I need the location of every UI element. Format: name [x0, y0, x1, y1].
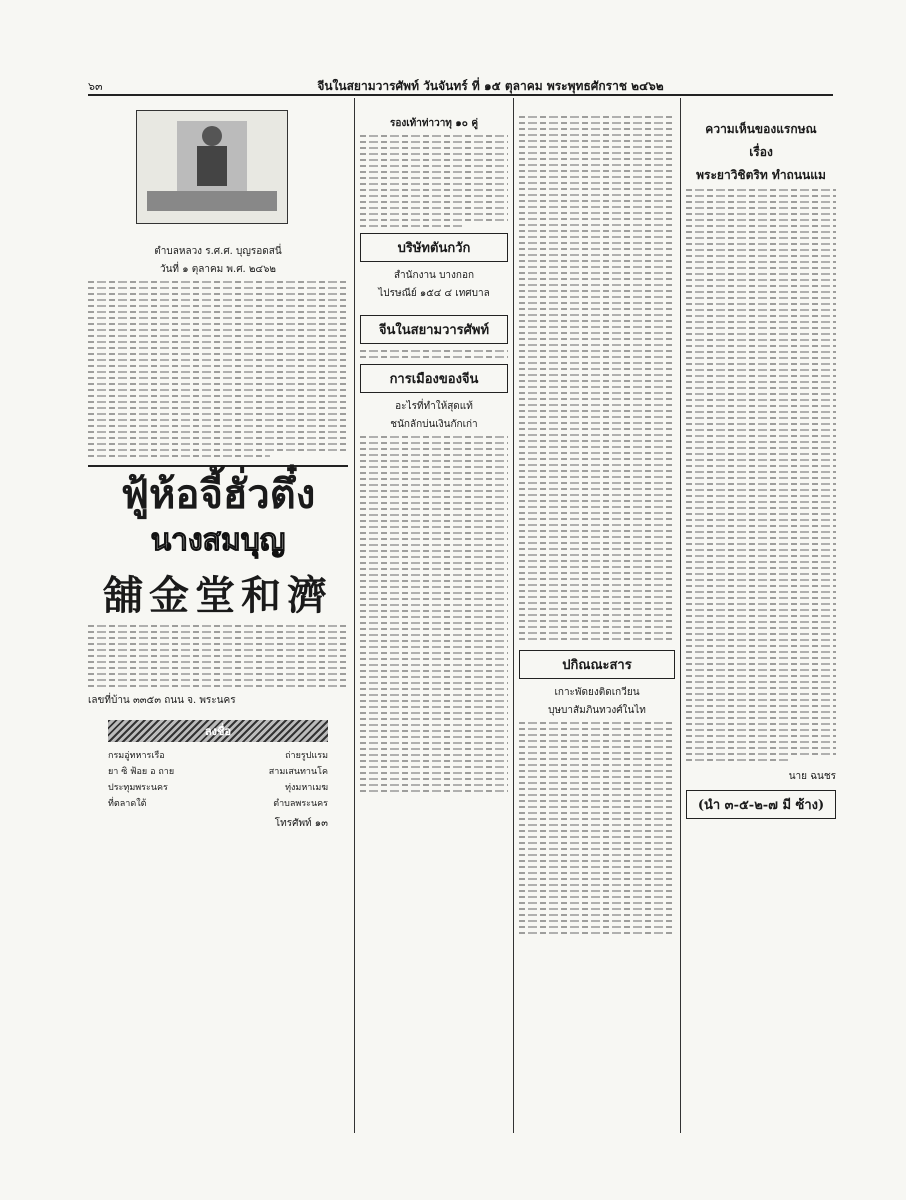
ad-title: ฟู้ห้อจี้ฮั่วตึ๋ง [120, 471, 316, 518]
list-item: กรมอู่ทหารเรือ ถ่ายรูปแรม [108, 751, 328, 761]
company-address: สำนักงาน บางกอก [393, 270, 475, 281]
page-header [88, 78, 833, 96]
page-number: ๖๓ [88, 80, 103, 93]
story-subtitle: บุษบาสัมภินทวงศ์ในไท [548, 705, 646, 716]
politics-subheading-2: ชนักลักบ่นเงินกักเก่า [390, 419, 478, 430]
company-box: บริษัทตันกวัก [360, 233, 508, 262]
ad-footer: เลขที่บ้าน ๓๓๕๓ ถนน จ. พระนคร [88, 695, 236, 706]
masthead-line: จีนในสยามวารศัพท์ วันจันทร์ ที่ ๑๕ ตุลาคม พระพุทธศักราช ๒๔๖๒ [317, 78, 664, 93]
list-item: ยา ซิ ฟ้อย อ ถาย สามเสนทานโค [108, 767, 328, 777]
intro-heading: รองเท้าท่าวาทุ ๑๐ คู่ [389, 118, 479, 129]
list-item: ที่ตลาดใต้ ตำบลพระนคร [108, 799, 328, 809]
advertisement [88, 465, 348, 708]
column-rule [680, 98, 681, 1133]
column-rule [354, 98, 355, 1133]
column-1 [88, 98, 348, 837]
ad-chinese-title: 舖金堂和濟 [103, 572, 333, 619]
subject-label: เรื่อง [749, 145, 773, 159]
politics-subheading: อะไรที่ทำให้สุดแท้ [395, 401, 473, 412]
ad-subtitle: นางสมบุญ [150, 523, 286, 558]
location-list [108, 748, 328, 831]
company-line: ไปรษณีย์ ๑๕๔ ๔ เทศบาล [378, 288, 490, 299]
list-banner [108, 720, 328, 742]
story-title: เกาะพัดยงติดเกวียน [554, 687, 640, 698]
subject-title: พระยาวิชิตริท ทำถนนแม [696, 168, 826, 182]
column-4 [686, 98, 836, 825]
story-box: ปกิณณะสาร [519, 650, 675, 679]
paper-name-box: จีนในสยามวารศัพท์ [360, 315, 508, 344]
illustration-image [136, 110, 288, 224]
footer-note-box: (นำ ๓-๕-๒-๗ มี ซ้าง) [686, 790, 836, 819]
signature: นาย ฉนชร [788, 771, 836, 782]
list-footnote: โทรศัพท์ ๑๓ [274, 818, 328, 829]
article-date: วันที่ ๑ ตุลาคม พ.ศ. ๒๔๖๒ [159, 264, 277, 275]
politics-box: การเมืองของจีน [360, 364, 508, 393]
column-rule [513, 98, 514, 1133]
column-2 [360, 98, 508, 796]
column-3 [519, 98, 675, 938]
section-heading: ความเห็นของแรกษณ [705, 122, 817, 136]
list-banner-label: ลงชื่อ [204, 725, 232, 738]
list-item: ประทุมพระนคร ทุ่งมหาเมฆ [108, 783, 328, 793]
illustration-caption: ตำบลหลวง ร.ศ.ศ. บุญรอดสนี่ [154, 246, 282, 257]
